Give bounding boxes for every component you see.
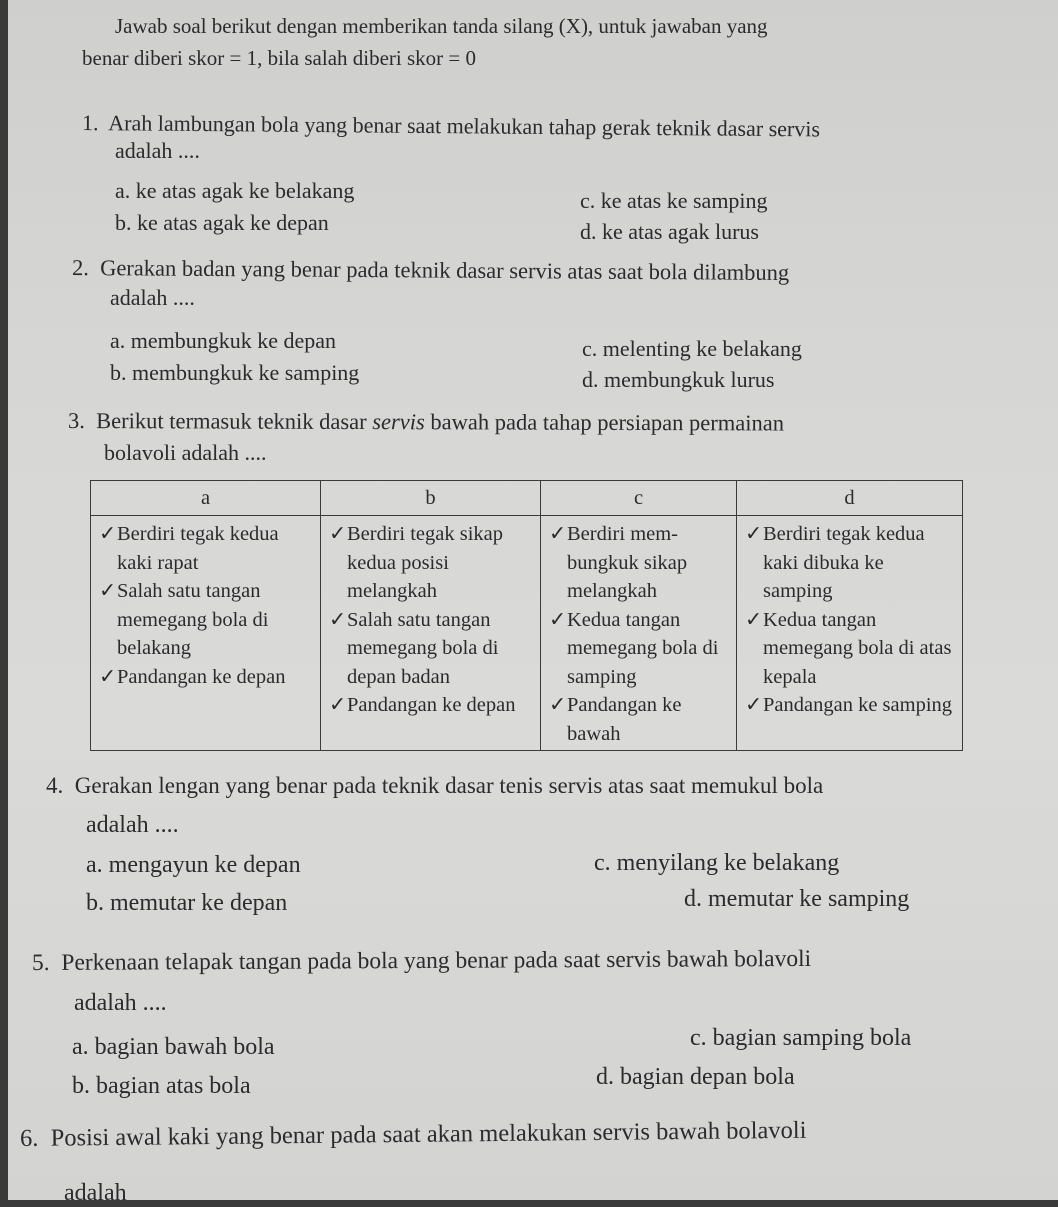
question-line: Gerakan lengan yang benar pada teknik dasar tenis servis atas saat memukul bola (74, 773, 824, 798)
question-1-option-b[interactable]: b. ke atas agak ke depan (115, 210, 329, 235)
list-item: ✓Pandangan ke depan (99, 663, 316, 692)
table-body-row (91, 516, 963, 751)
question-4-option-d[interactable]: d. memutar ke samping (684, 886, 910, 912)
question-4-line-2: adalah .... (86, 812, 179, 838)
question-2-option-b[interactable]: b. membungkuk ke samping (110, 360, 360, 385)
question-6-line-2: adalah (64, 1180, 127, 1206)
list-item: ✓Pandangan ke samping (745, 691, 958, 720)
list-item: ✓Pandangan ke bawah (549, 691, 732, 748)
question-5-text (32, 946, 811, 977)
question-line-pre: Berikut termasuk teknik dasar (96, 408, 373, 435)
check-icon: ✓ (745, 608, 763, 631)
question-emphasis: servis (372, 409, 425, 435)
question-5-option-b[interactable]: b. bagian atas bola (72, 1073, 251, 1099)
question-3-text (68, 408, 784, 436)
question-3-line-2: bolavoli adalah .... (104, 440, 267, 465)
list-item: ✓Berdiri tegak sikap kedua posisi melangkah (329, 520, 536, 606)
instruction-line-1: Jawab soal berikut dengan memberikan tanda silang (X), untuk jawaban yang (115, 14, 768, 38)
question-1-option-c[interactable]: c. ke atas ke samping (580, 188, 768, 213)
question-4-option-a[interactable]: a. mengayun ke depan (86, 852, 301, 878)
list-item: ✓Berdiri tegak kedua kaki rapat (99, 520, 316, 577)
question-1-line-2: adalah .... (115, 138, 200, 163)
list-item: ✓Kedua tangan memegang bola di samping (549, 606, 732, 692)
list-item: ✓Berdiri tegak kedua kaki dibuka ke samping (745, 520, 958, 606)
question-number: 4. (46, 773, 64, 798)
option-cell-c[interactable] (541, 516, 737, 751)
check-icon: ✓ (745, 523, 763, 545)
question-5-option-a[interactable]: a. bagian bawah bola (72, 1034, 275, 1060)
options-table (90, 480, 963, 751)
question-5-option-d[interactable]: d. bagian depan bola (596, 1064, 795, 1090)
question-number: 2. (71, 255, 89, 281)
check-icon: ✓ (745, 694, 763, 716)
question-number: 6. (19, 1124, 39, 1152)
list-item: ✓Salah satu tangan memegang bola di belakang (99, 577, 316, 663)
list-item: ✓Berdiri mem- bungkuk sikap melangkah (549, 520, 732, 606)
option-cell-b[interactable] (321, 516, 541, 751)
list-item: ✓Salah satu tangan memegang bola di depan badan (329, 606, 536, 692)
question-number: 1. (81, 110, 99, 136)
question-4-option-b[interactable]: b. memutar ke depan (86, 890, 288, 916)
header-a: a (91, 481, 321, 516)
question-2-option-d[interactable]: d. membungkuk lurus (582, 367, 775, 392)
check-icon: ✓ (99, 580, 117, 602)
question-line: Posisi awal kaki yang benar pada saat akan melakukan servis bawah bolavoli (50, 1116, 807, 1152)
table-header-row (91, 481, 963, 516)
option-cell-d[interactable] (737, 516, 963, 751)
header-d: d (737, 481, 963, 516)
question-2-option-c[interactable]: c. melenting ke belakang (582, 336, 802, 361)
question-5-option-c[interactable]: c. bagian samping bola (690, 1025, 912, 1051)
check-icon: ✓ (549, 694, 567, 716)
question-line-post: bawah pada tahap persiapan permainan (424, 409, 785, 436)
check-icon: ✓ (329, 608, 347, 631)
list-item: ✓Kedua tangan memegang bola di atas kepala (745, 606, 958, 692)
question-1-option-a[interactable]: a. ke atas agak ke belakang (115, 178, 355, 203)
question-5-line-2: adalah .... (74, 990, 167, 1016)
question-2-line-2: adalah .... (110, 285, 195, 310)
question-line: Gerakan badan yang benar pada teknik dasar servis atas saat bola dilambung (100, 255, 790, 286)
question-4-option-c[interactable]: c. menyilang ke belakang (594, 850, 840, 876)
check-icon: ✓ (329, 523, 347, 545)
instruction-line-2: benar diberi skor = 1, bila salah diberi skor = 0 (82, 46, 477, 70)
check-icon: ✓ (549, 523, 567, 545)
question-2-option-a[interactable]: a. membungkuk ke depan (110, 328, 337, 353)
list-item: ✓Pandangan ke depan (329, 691, 536, 720)
question-number: 3. (67, 408, 85, 434)
header-c: c (541, 481, 737, 516)
question-number: 5. (31, 949, 50, 976)
check-icon: ✓ (99, 523, 117, 545)
check-icon: ✓ (329, 694, 347, 716)
question-line: Arah lambungan bola yang benar saat melakukan tahap gerak teknik dasar servis (108, 110, 821, 142)
question-line: Perkenaan telapak tangan pada bola yang benar pada saat servis bawah bolavoli (61, 945, 812, 976)
question-1-option-d[interactable]: d. ke atas agak lurus (580, 219, 759, 244)
question-4-text (46, 773, 823, 799)
question-2-text (72, 255, 789, 286)
header-b: b (321, 481, 541, 516)
check-icon: ✓ (549, 608, 567, 631)
check-icon: ✓ (99, 665, 117, 688)
option-cell-a[interactable] (91, 516, 321, 751)
